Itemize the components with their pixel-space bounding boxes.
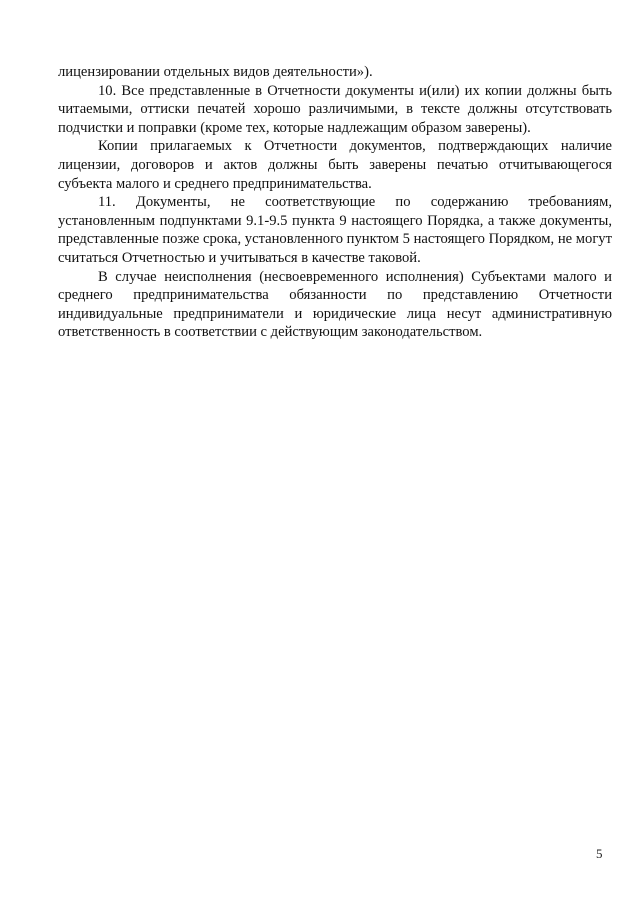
paragraph-item-11: 11. Документы, не соответствующие по содержанию требованиям, установленным подпунктами 9.1-9.5 пункта 9 настоящего Порядка, а также документы, представленные позже срока, установленного пунктом 5 настоящего Порядком, не могут считаться Отчетностью и учитываться в качестве таковой. (58, 194, 612, 266)
paragraph-continuation: лицензировании отдельных видов деятельности»). (58, 64, 373, 80)
document-body (58, 63, 612, 342)
paragraph-liability: В случае неисполнения (несвоевременного исполнения) Субъектами малого и среднего предпринимательства обязанности по представлению Отчетности индивидуальные предприниматели и юридические лица несут административную ответственность в соответствии с действующим законодательством. (58, 268, 612, 341)
paragraph-item-10: 10. Все представленные в Отчетности документы и(или) их копии должны быть читаемыми, оттиски печатей хорошо различимыми, в тексте должны отсутствовать подчистки и поправки (кроме тех, которые надлежащим образом заверены). (58, 82, 612, 136)
page-number: 5 (596, 846, 603, 861)
paragraph-copies-certification: Копии прилагаемых к Отчетности документов, подтверждающих наличие лицензии, договоров и актов должны быть заверены печатью отчитывающегося субъекта малого и среднего предпринимательства. (58, 138, 612, 192)
